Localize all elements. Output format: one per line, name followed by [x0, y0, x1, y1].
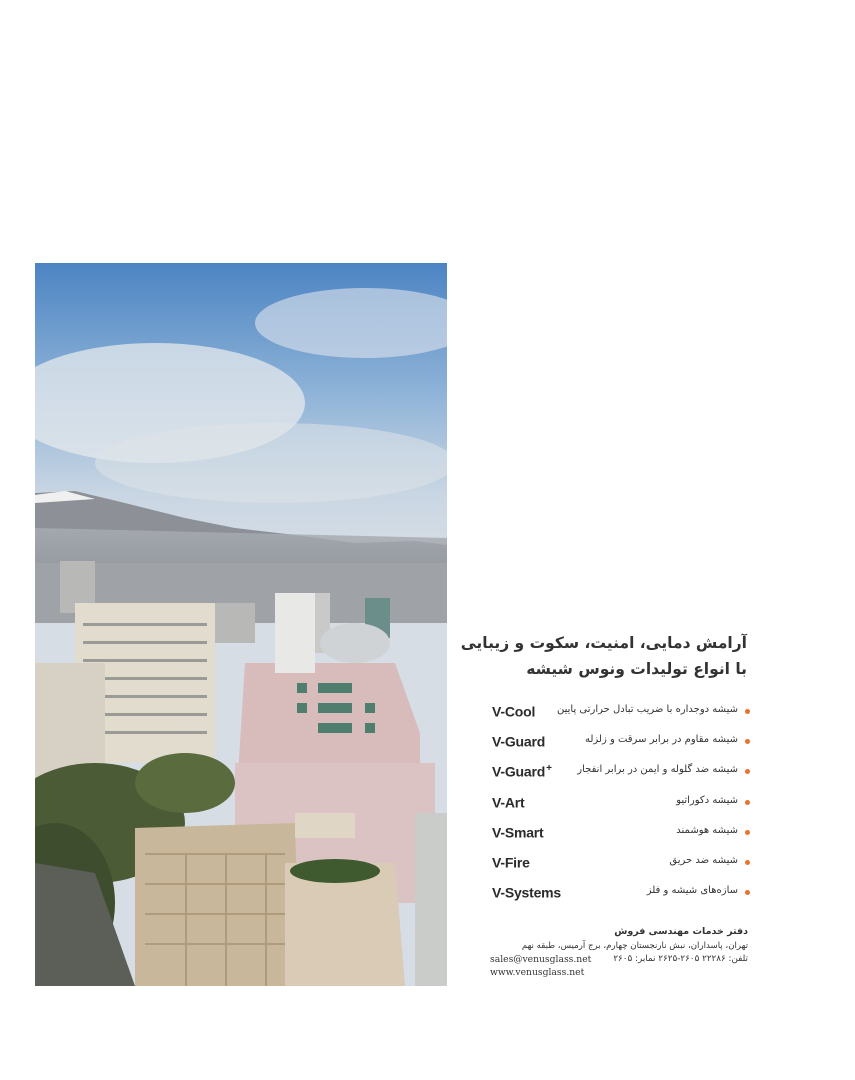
skyline-illustration	[35, 263, 447, 986]
email-link[interactable]: sales@venusglass.net	[490, 954, 592, 965]
product-name: V-Systems	[492, 884, 562, 901]
product-name: V-Guard+	[492, 763, 552, 781]
sales-office-title: دفتر خدمات مهندسی فروش	[614, 926, 748, 937]
product-list	[488, 700, 750, 911]
website-link[interactable]: www.venusglass.net	[490, 967, 585, 978]
product-row	[488, 851, 750, 881]
product-description: شیشه مقاوم در برابر سرقت و زلزله	[584, 734, 738, 746]
headline-line-1: آرامش دمایی، امنیت، سکوت و زیبایی	[460, 634, 747, 652]
bullet-dot-icon	[745, 739, 750, 744]
product-name: V-Art	[492, 794, 525, 811]
headline-line-2: با انواع تولیدات ونوس شیشه	[526, 660, 747, 678]
product-description: شیشه ضد گلوله و ایمن در برابر انفجار	[577, 764, 738, 776]
product-row	[488, 881, 750, 911]
product-name: V-Guard	[492, 733, 546, 750]
bullet-dot-icon	[745, 890, 750, 895]
bullet-dot-icon	[745, 830, 750, 835]
product-row	[488, 730, 750, 760]
bullet-dot-icon	[745, 709, 750, 714]
bullet-dot-icon	[745, 769, 750, 774]
product-description: شیشه دکوراتیو	[676, 794, 738, 806]
product-name: V-Smart	[492, 824, 544, 841]
city-skyline-photo	[35, 263, 447, 986]
contact-info	[490, 926, 748, 978]
product-name: V-Cool	[492, 703, 536, 720]
phone-fax: تلفن: ۲۲۲۸۶ ۲۶۰۵-۲۶۲۵ نمابر: ۲۶۰۵	[613, 954, 748, 964]
product-row	[488, 821, 750, 851]
contact-line	[490, 954, 748, 967]
product-description: سازه‌های شیشه و فلز	[646, 885, 738, 897]
bullet-dot-icon	[745, 800, 750, 805]
bullet-dot-icon	[745, 860, 750, 865]
headline	[417, 630, 747, 682]
product-description: شیشه دوجداره با ضریب تبادل حرارتی پایین	[557, 704, 738, 715]
product-row	[488, 700, 750, 730]
product-description: شیشه هوشمند	[676, 824, 738, 836]
address: تهران، پاسداران، نبش نارنجستان چهارم، برج آرمیس، طبقه نهم	[521, 941, 748, 951]
product-description: شیشه ضد حریق	[669, 854, 738, 866]
product-row	[488, 791, 750, 821]
product-name: V-Fire	[492, 854, 530, 871]
product-row	[488, 760, 750, 790]
